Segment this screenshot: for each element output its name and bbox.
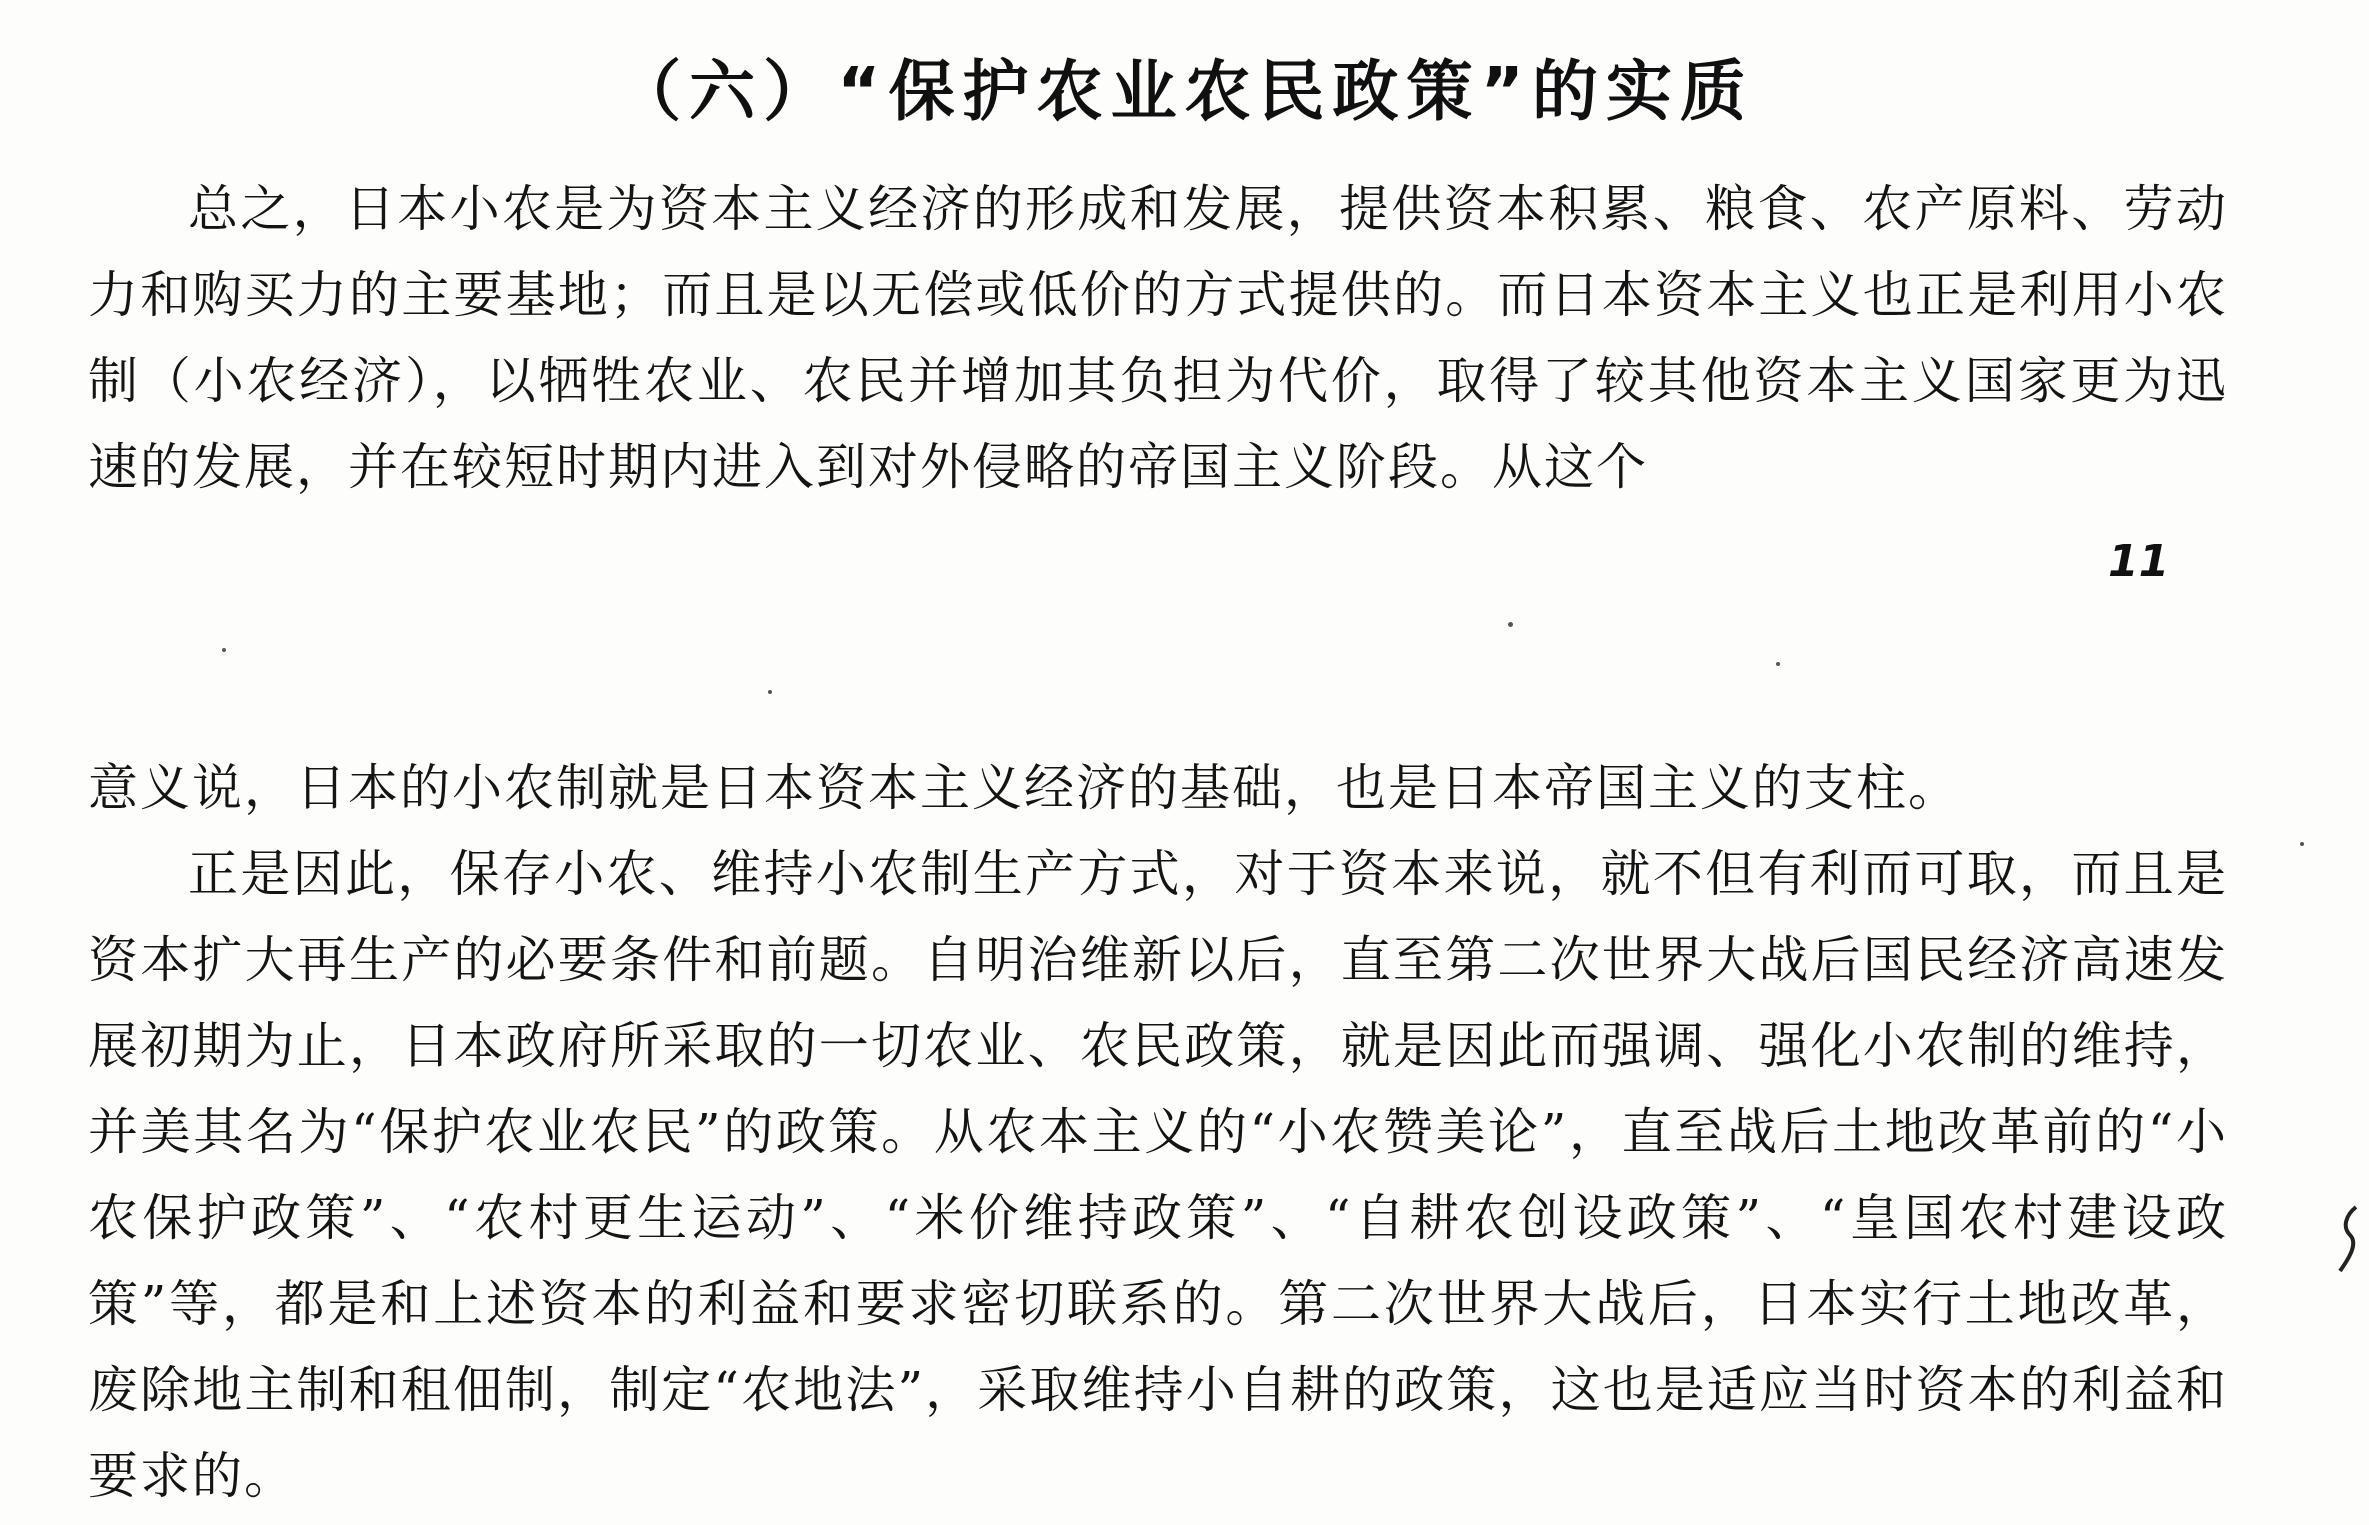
scan-speck (768, 690, 772, 694)
scan-speck (1508, 622, 1513, 627)
scan-speck (1776, 662, 1780, 666)
paragraph-policy: 正是因此，保存小农、维持小农制生产方式，对于资本来说，就不但有利而可取，而且是资本扩大再生产的必要条件和前题。自明治维新以后，直至第二次世界大战后国民经济高速发展初期为止，日本政府所采取的一切农业、农民政策，就是因此而强调、强化小农制的维持，并美其名为“保护农业农民”的政策。从农本主义的“小农赞美论”，直至战后土地改革前的“小农保护政策”、“农村更生运动”、“米价维持政策”、“自耕农创设政策”、“皇国农村建设政策”等，都是和上述资本的利益和要求密切联系的。第二次世界大战后，日本实行土地改革，废除地主制和租佃制，制定“农地法”，采取维持小自耕的政策，这也是适应当时资本的利益和要求的。 (88, 845, 2228, 1505)
scan-speck (222, 648, 226, 652)
section-title: （六）“保护农业农民政策”的实质 (615, 53, 1754, 130)
upper-text-block (88, 166, 2228, 510)
lower-text-block (88, 745, 2228, 1519)
scan-edge-mark (2336, 1205, 2362, 1275)
scan-speck (2300, 842, 2304, 846)
paragraph-summary-continued: 意义说，日本的小农制就是日本资本主义经济的基础，也是日本帝国主义的支柱。 (88, 759, 1960, 817)
paragraph-summary: 总之，日本小农是为资本主义经济的形成和发展，提供资本积累、粮食、农产原料、劳动力和购买力的主要基地；而且是以无偿或低价的方式提供的。而日本资本主义也正是利用小农制（小农经济），以牺牲农业、农民并增加其负担为代价，取得了较其他资本主义国家更为迅速的发展，并在较短时期内进入到对外侵略的帝国主义阶段。从这个 (88, 180, 2228, 496)
page-number: 11 (2108, 536, 2170, 587)
